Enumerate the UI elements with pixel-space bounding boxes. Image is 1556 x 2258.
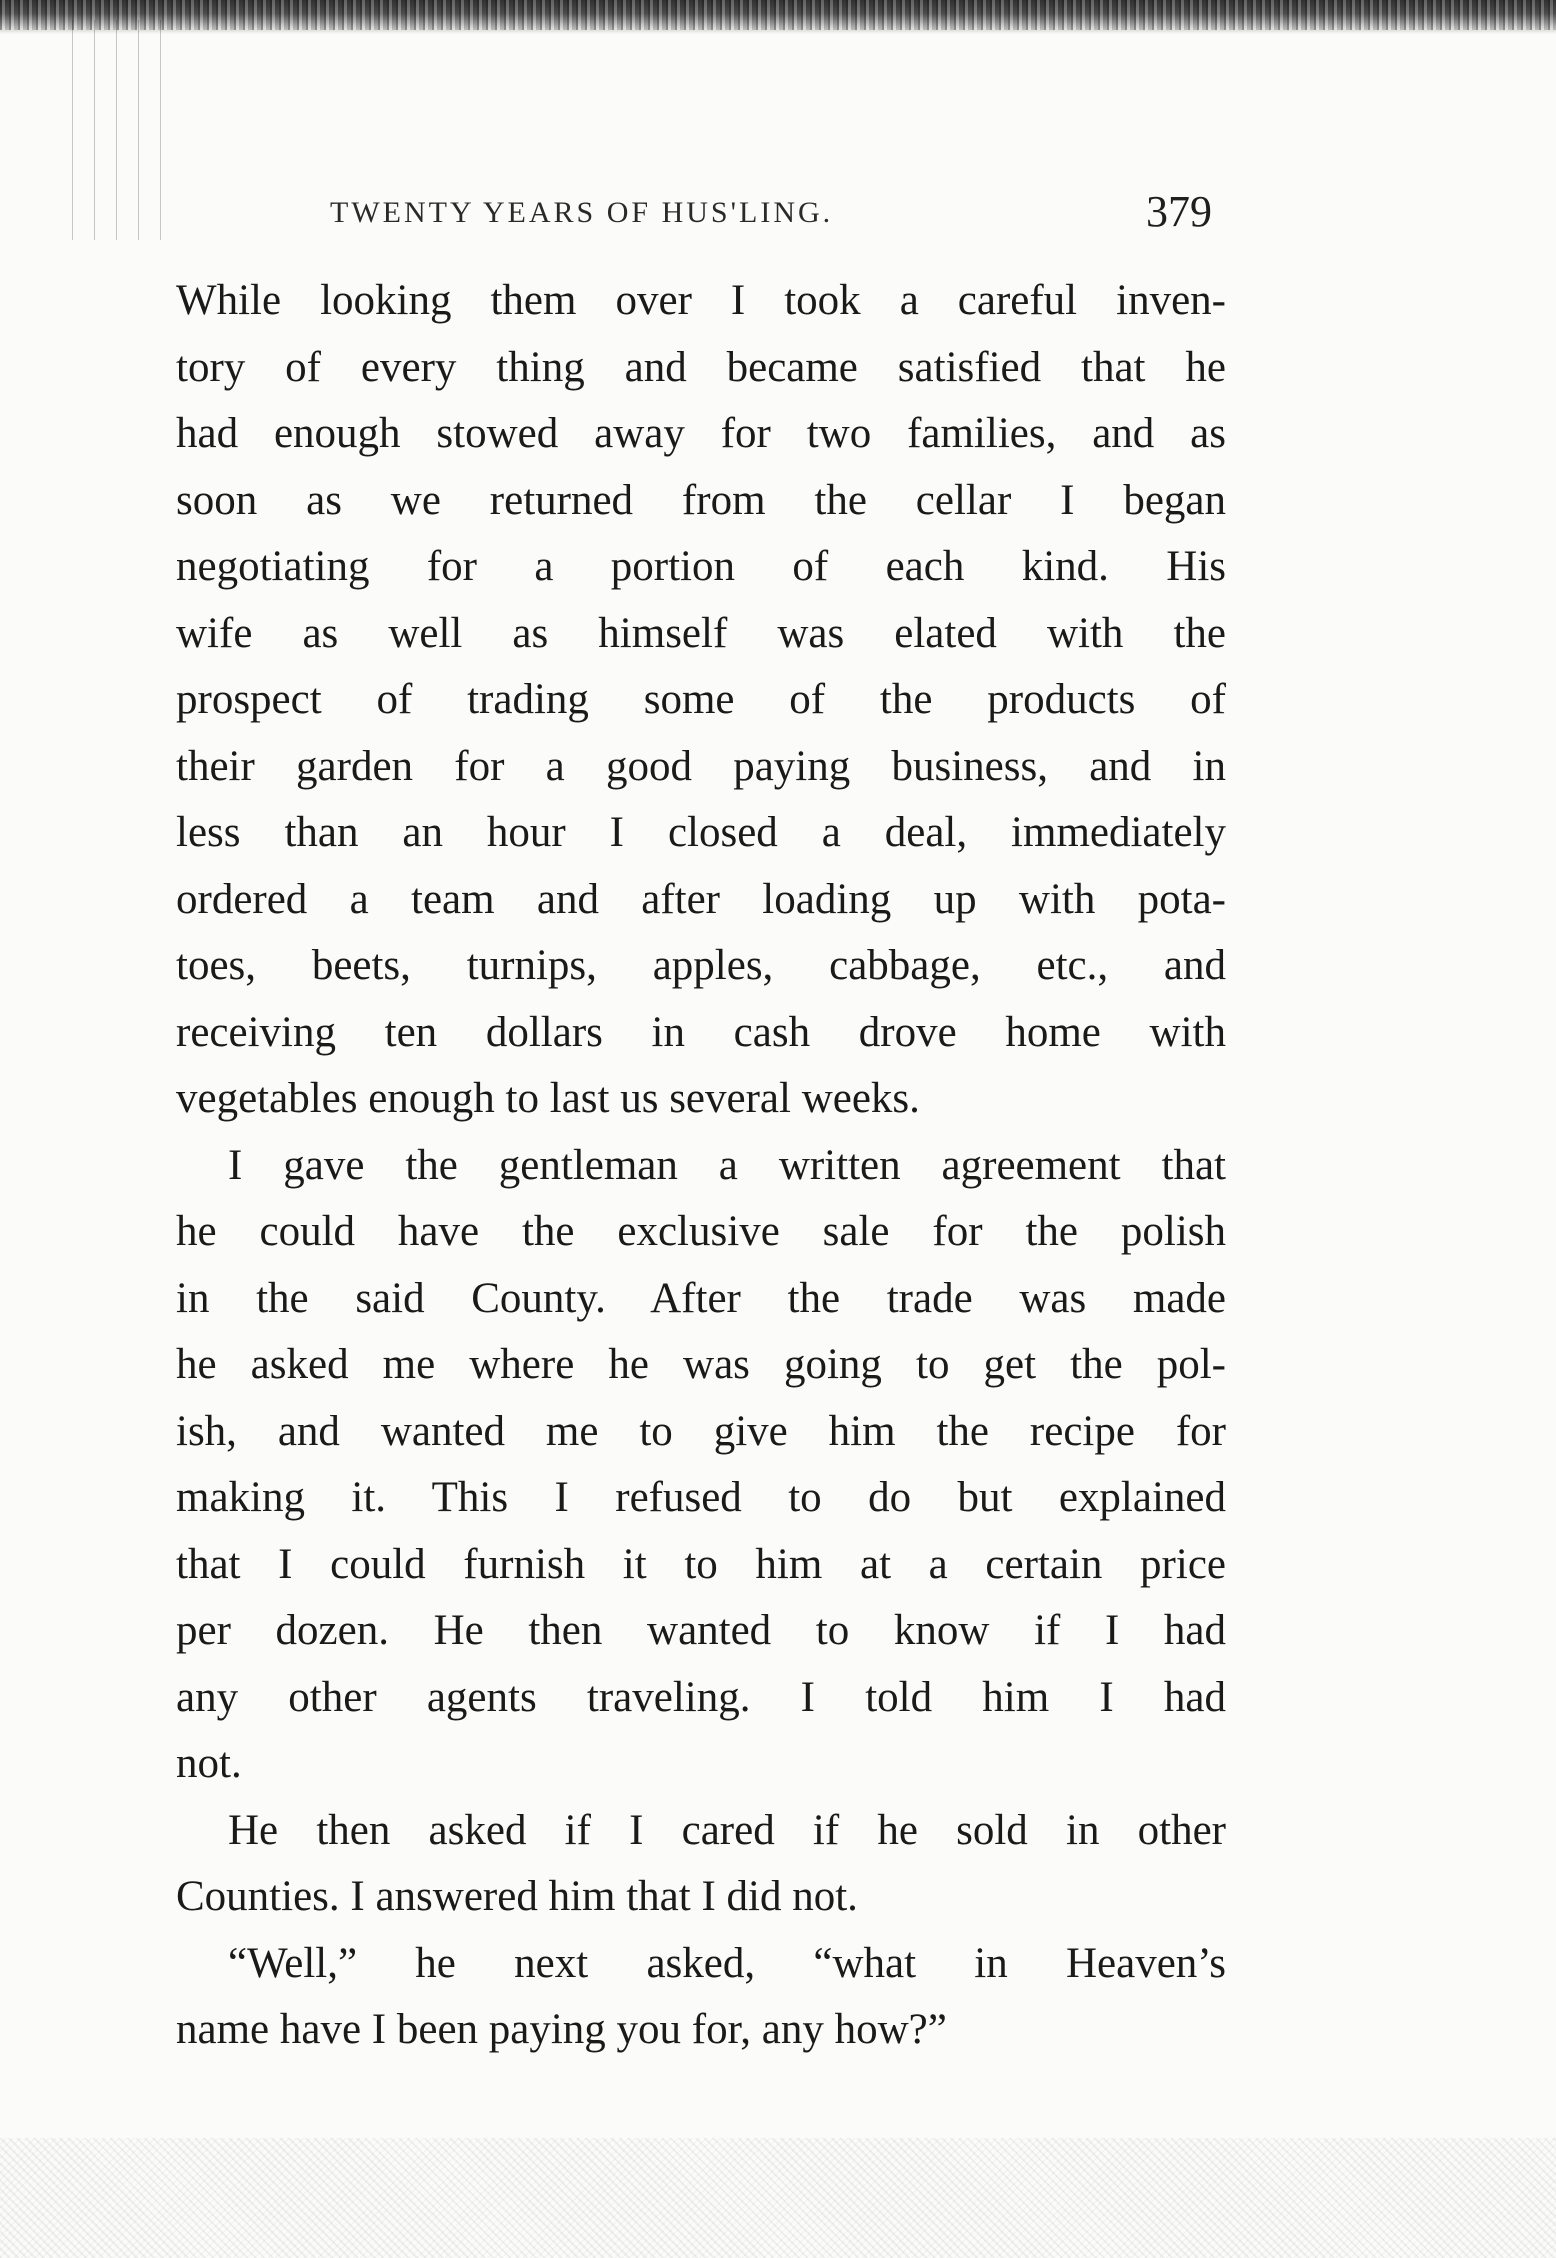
text-line: vegetables enough to last us several weeks.: [176, 1075, 920, 1122]
text-line: had enough stowed away for two families, and as: [176, 410, 1226, 457]
text-line: toes, beets, turnips, apples, cabbage, etc., and: [176, 942, 1226, 989]
text-line: name have I been paying you for, any how?”: [176, 2006, 947, 2053]
text-line: less than an hour I closed a deal, immediately: [176, 809, 1226, 856]
binding-streaks: [60, 20, 180, 240]
text-line: not.: [176, 1740, 242, 1787]
page-header: [330, 186, 1230, 246]
text-line: I gave the gentleman a written agreement that: [228, 1141, 1226, 1189]
text-line: ish, and wanted me to give him the recipe for: [176, 1407, 1226, 1455]
text-line: their garden for a good paying business, and in: [176, 742, 1226, 790]
text-line: wife as well as himself was elated with the: [176, 609, 1226, 657]
page-number: 379: [1146, 187, 1212, 236]
text-line: that I could furnish it to him at a certain price: [176, 1540, 1226, 1588]
text-line: any other agents traveling. I told him I had: [176, 1673, 1226, 1721]
text-line: in the said County. After the trade was made: [176, 1274, 1226, 1322]
text-line: soon as we returned from the cellar I began: [176, 476, 1226, 524]
scan-top-noise: [0, 0, 1556, 30]
text-line: receiving ten dollars in cash drove home with: [176, 1008, 1226, 1056]
text-line: negotiating for a portion of each kind. His: [176, 543, 1226, 590]
running-head: TWENTY YEARS OF HUS'LING.: [330, 196, 834, 229]
text-line: Counties. I answered him that I did not.: [176, 1873, 858, 1920]
text-line: tory of every thing and became satisfied that he: [176, 343, 1226, 391]
body-text: [176, 268, 1226, 2064]
text-line: He then asked if I cared if he sold in other: [228, 1806, 1226, 1854]
text-line: ordered a team and after loading up with pota-: [176, 875, 1226, 923]
text-line: per dozen. He then wanted to know if I had: [176, 1607, 1226, 1654]
text-line: “Well,” he next asked, “what in Heaven’s: [228, 1939, 1226, 1987]
text-line: prospect of trading some of the products of: [176, 676, 1226, 723]
text-line: he asked me where he was going to get the pol-: [176, 1341, 1226, 1388]
text-line: While looking them over I took a careful inven-: [176, 277, 1226, 324]
text-line: making it. This I refused to do but explained: [176, 1474, 1226, 1521]
text-line: he could have the exclusive sale for the polish: [176, 1208, 1226, 1255]
scan-bottom-noise: [0, 2138, 1556, 2258]
